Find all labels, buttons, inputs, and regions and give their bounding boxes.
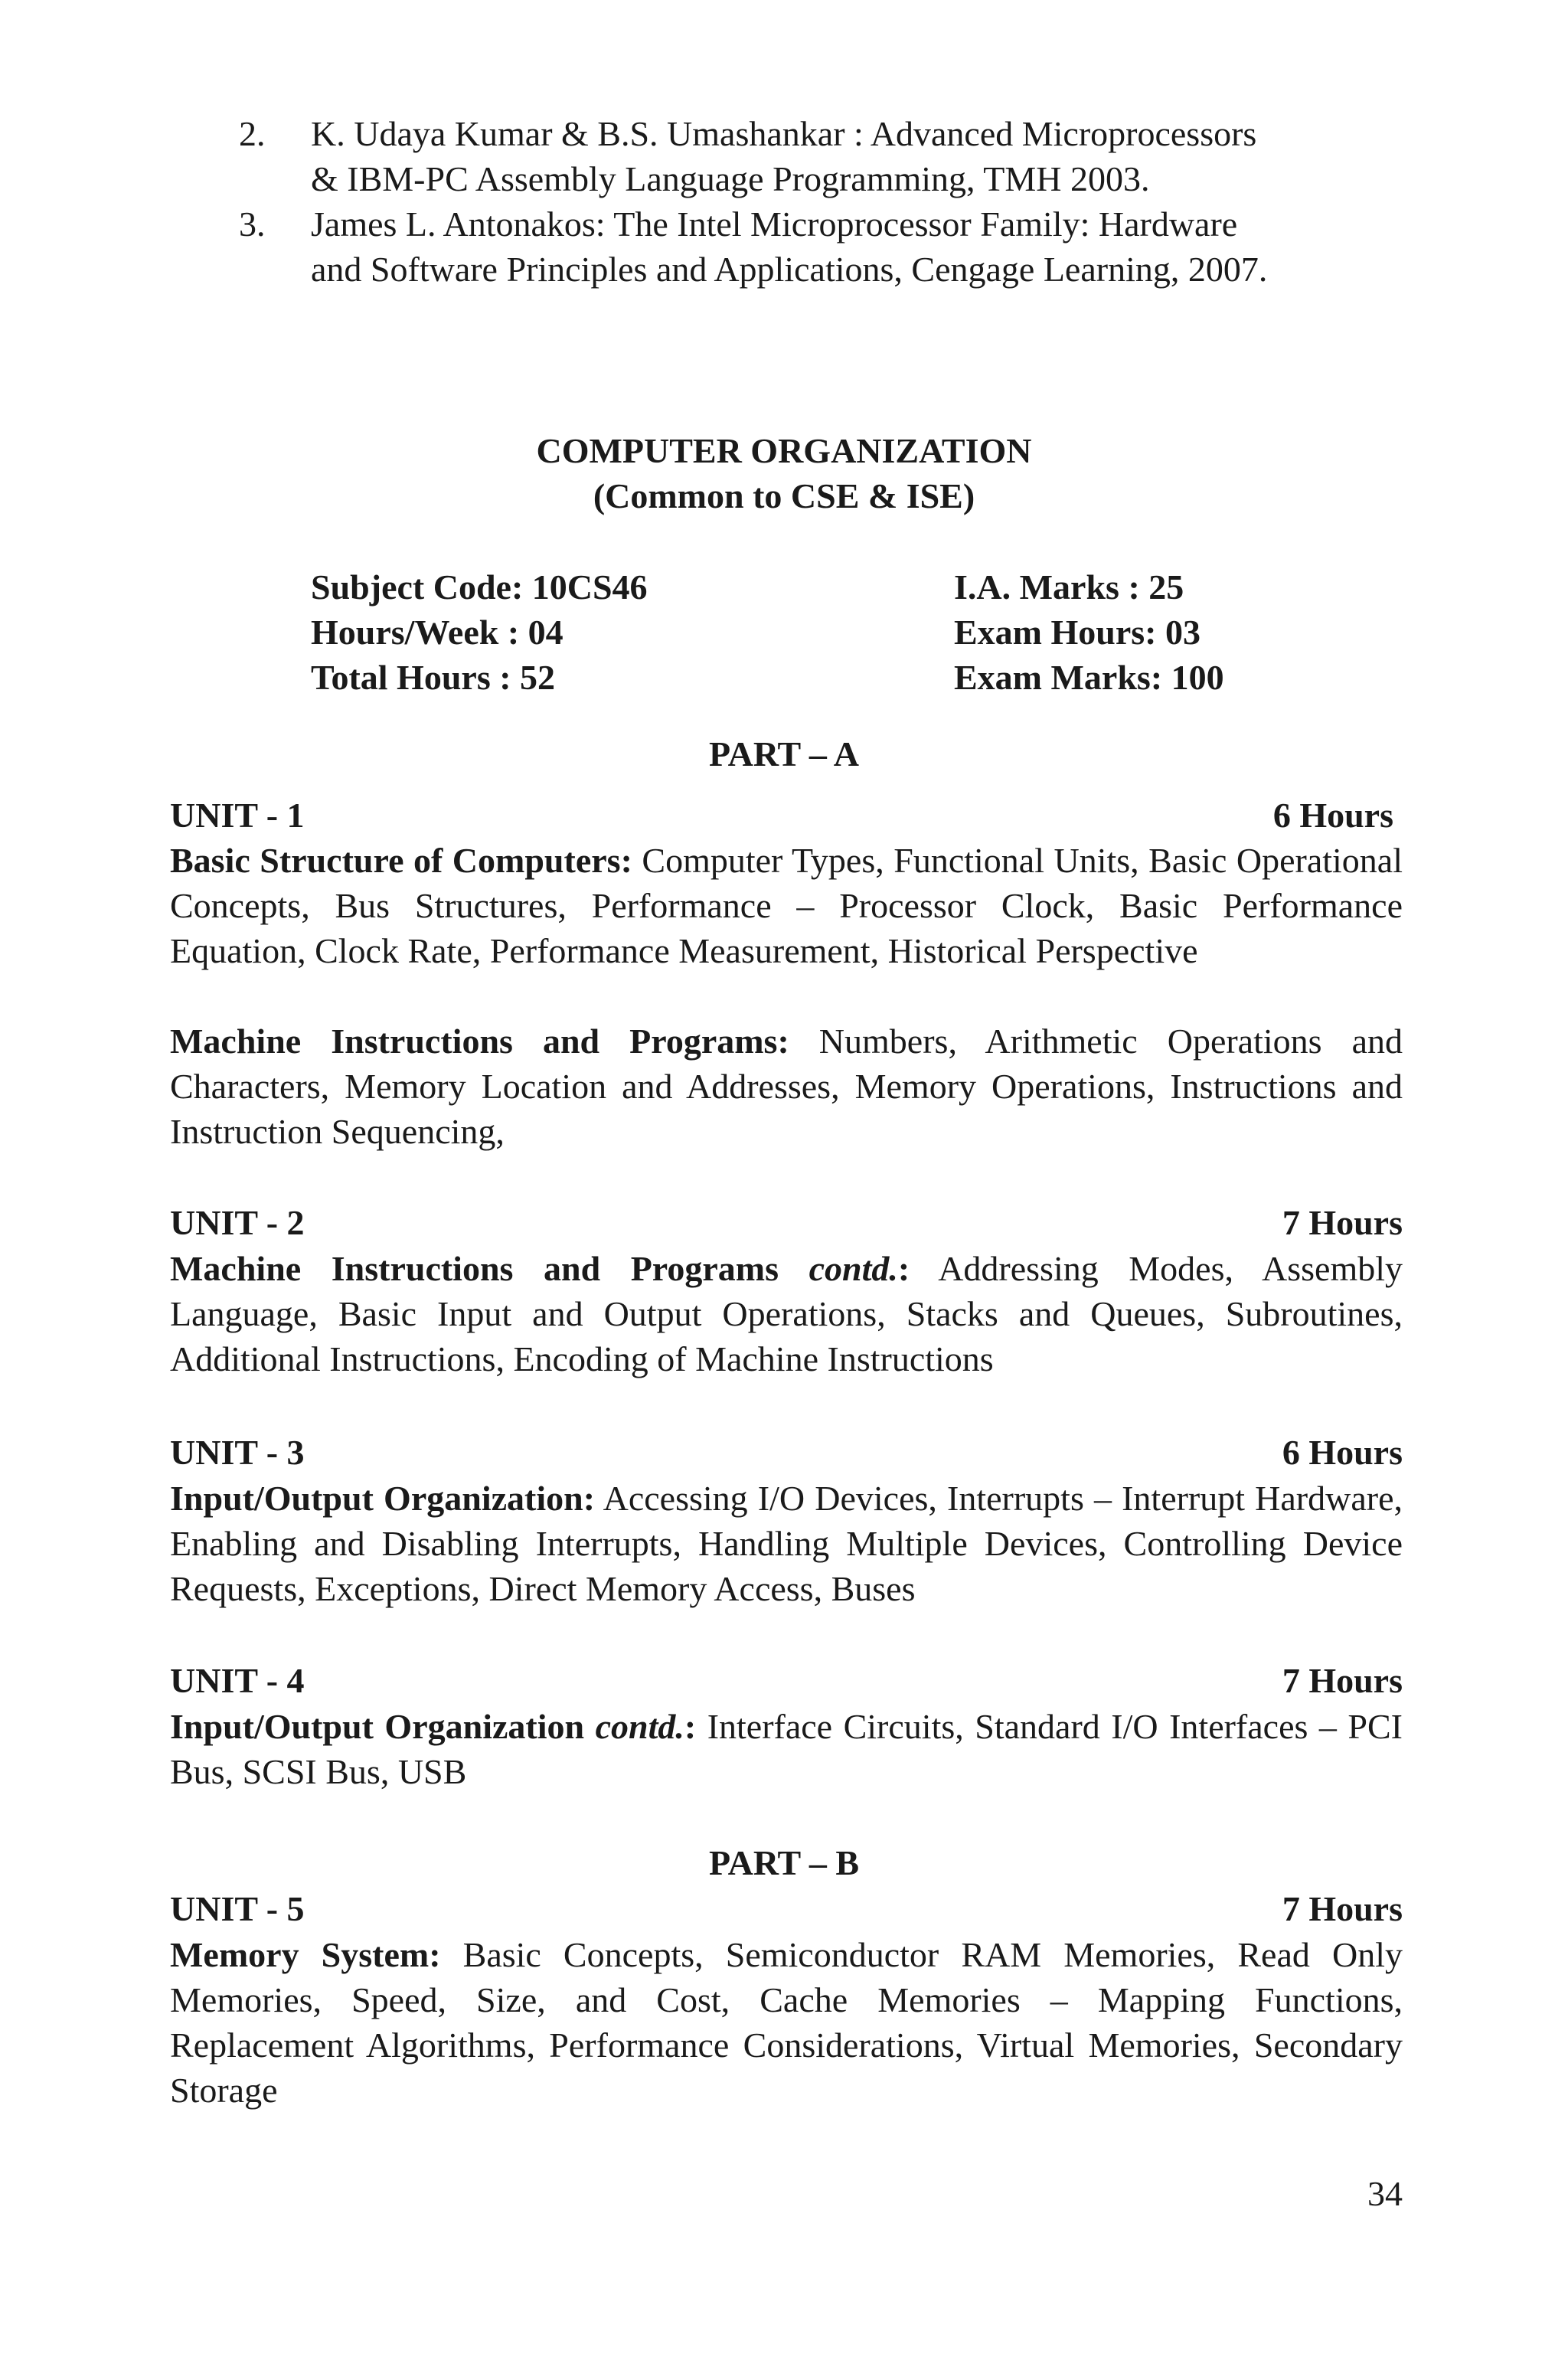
topic-text: Addressing Modes, Assembly Language, Basic Input and Output Operations, Stacks and Queues, Subroutines, Additional Instructions, Encoding of Machine Instructions bbox=[170, 1249, 1403, 1378]
topic-text: Computer Types, Functional Units, Basic Operational Concepts, Bus Structures, Performance – Processor Clock, Basic Performance Equation, Clock Rate, Performance Measurement, Historical Perspective bbox=[170, 841, 1403, 970]
ia-marks: I.A. Marks : 25 bbox=[954, 567, 1184, 606]
unit-title: UNIT - 5 bbox=[170, 1889, 305, 1928]
topic-heading: Memory System: bbox=[170, 1935, 441, 1974]
course-title: COMPUTER ORGANIZATION bbox=[536, 431, 1032, 470]
part-b-heading: PART – B bbox=[708, 1843, 860, 1882]
unit-title: UNIT - 2 bbox=[170, 1203, 305, 1242]
reference-text-line: James L. Antonakos: The Intel Microprocessor Family: Hardware bbox=[311, 204, 1238, 244]
page-number: 34 bbox=[1367, 2174, 1403, 2213]
total-hours: Total Hours : 52 bbox=[311, 658, 556, 697]
exam-marks: Exam Marks: 100 bbox=[954, 658, 1224, 697]
topic-heading: Basic Structure of Computers: bbox=[170, 841, 632, 880]
reference-text-line: K. Udaya Kumar & B.S. Umashankar : Advanced Microprocessors bbox=[311, 114, 1257, 153]
topic-contd: contd. bbox=[808, 1249, 898, 1288]
unit-4-topics bbox=[170, 1704, 1403, 1794]
course-subtitle: (Common to CSE & ISE) bbox=[593, 476, 975, 515]
unit-2-topics bbox=[170, 1246, 1403, 1381]
topic-heading: Machine Instructions and Programs: bbox=[170, 1022, 789, 1061]
syllabus-page: 2. K. Udaya Kumar & B.S. Umashankar : Advanced Microprocessors & IBM-PC Assembly Language Programming, TMH 2003. 3. James L. Antonakos: The Intel Microprocessor Family: Hardware and Software Principles and Applications, Cengage Learning, 2007. COMPUTER ORGANIZATION (Common to CSE & ISE) Subject Code: 10CS46 Hours/Week : 04 Total Hours : 52 I.A. Marks : 25 Exam Hours: 03 Exam Marks: 100 PART – A UNIT - 1 6 Hours Basic Structure of Computers: Computer Types, Functional Units, Basic Operational Concepts, Bus Structures, Performance – Processor Clock, Basic Performance Equation, Clock Rate, Performance Measurement, Historical Perspective Machine Instructions and Programs: Numbers, Arithmetic Operations and Characters, Memory Location and Addresses, Memory Operations, Instructions and Instruction Sequencing, UNIT - 2 7 Hours Machine Instructions and Programs contd.: Addressing Modes, Assembly Language, Basic Input and Output Operations, Stacks and Queues, Subroutines, Additional Instructions, Encoding of Machine Instructions UNIT - 3 6 Hours Input/Output Organization: Accessing I/O Devices, Interrupts – Interrupt Hardware, Enabling and Disabling Interrupts, Handling Multiple Devices, Controlling Device Requests, Exceptions, Direct Memory Access, Buses UNIT - 4 7 Hours Input/Output Organization contd.: Interface Circuits, Standard I/O Interfaces – PCI Bus, SCSI Bus, USB PART – B UNIT - 5 7 Hours Memory System: Basic Concepts, Semiconductor RAM Memories, Read Only Memories, Speed, Size, and Cost, Cache Memories – Mapping Functions, Replacement Algorithms, Performance Considerations, Virtual Memories, Secondary Storage 34 bbox=[0, 0, 1568, 2354]
topic-heading: Machine Instructions and Programs bbox=[170, 1249, 809, 1288]
unit-hours: 7 Hours bbox=[1282, 1661, 1403, 1700]
unit-hours: 6 Hours bbox=[1272, 796, 1393, 835]
unit-title: UNIT - 1 bbox=[170, 796, 305, 835]
unit-title: UNIT - 4 bbox=[170, 1661, 305, 1700]
reference-text-line: & IBM-PC Assembly Language Programming, TMH 2003. bbox=[311, 159, 1150, 198]
unit-hours: 6 Hours bbox=[1282, 1433, 1403, 1472]
topic-text: Numbers, Arithmetic Operations and Characters, Memory Location and Addresses, Memory Operations, Instructions and Instruction Sequencing, bbox=[170, 1022, 1403, 1151]
exam-hours: Exam Hours: 03 bbox=[954, 613, 1200, 652]
unit-hours: 7 Hours bbox=[1282, 1203, 1403, 1242]
subject-code: Subject Code: 10CS46 bbox=[311, 567, 648, 606]
topic-text: Interface Circuits, Standard I/O Interfaces – PCI Bus, SCSI Bus, USB bbox=[170, 1707, 1403, 1791]
unit-title: UNIT - 3 bbox=[170, 1433, 305, 1472]
unit-hours: 7 Hours bbox=[1282, 1889, 1403, 1928]
topic-colon: : bbox=[684, 1707, 697, 1746]
reference-text-line: and Software Principles and Applications, Cengage Learning, 2007. bbox=[311, 250, 1268, 289]
unit-5-topics bbox=[170, 1932, 1403, 2113]
unit-3-topics bbox=[170, 1476, 1403, 1611]
topic-text: Accessing I/O Devices, Interrupts – Interrupt Hardware, Enabling and Disabling Interrupts, Handling Multiple Devices, Controlling Device Requests, Exceptions, Direct Memory Access, Buses bbox=[170, 1479, 1403, 1608]
unit-1-topics-b bbox=[170, 1018, 1403, 1154]
unit-1-topics-a bbox=[170, 838, 1403, 973]
topic-heading: Input/Output Organization bbox=[170, 1707, 596, 1746]
part-a-heading: PART – A bbox=[708, 734, 860, 773]
topic-text: Basic Concepts, Semiconductor RAM Memories, Read Only Memories, Speed, Size, and Cost, Cache Memories – Mapping Functions, Replacement Algorithms, Performance Considerations, Virtual Memories, Secondary Storage bbox=[170, 1935, 1403, 2110]
topic-heading: Input/Output Organization: bbox=[170, 1479, 596, 1518]
hours-per-week: Hours/Week : 04 bbox=[311, 613, 564, 652]
topic-contd: contd. bbox=[595, 1707, 684, 1746]
topic-colon: : bbox=[897, 1249, 910, 1288]
